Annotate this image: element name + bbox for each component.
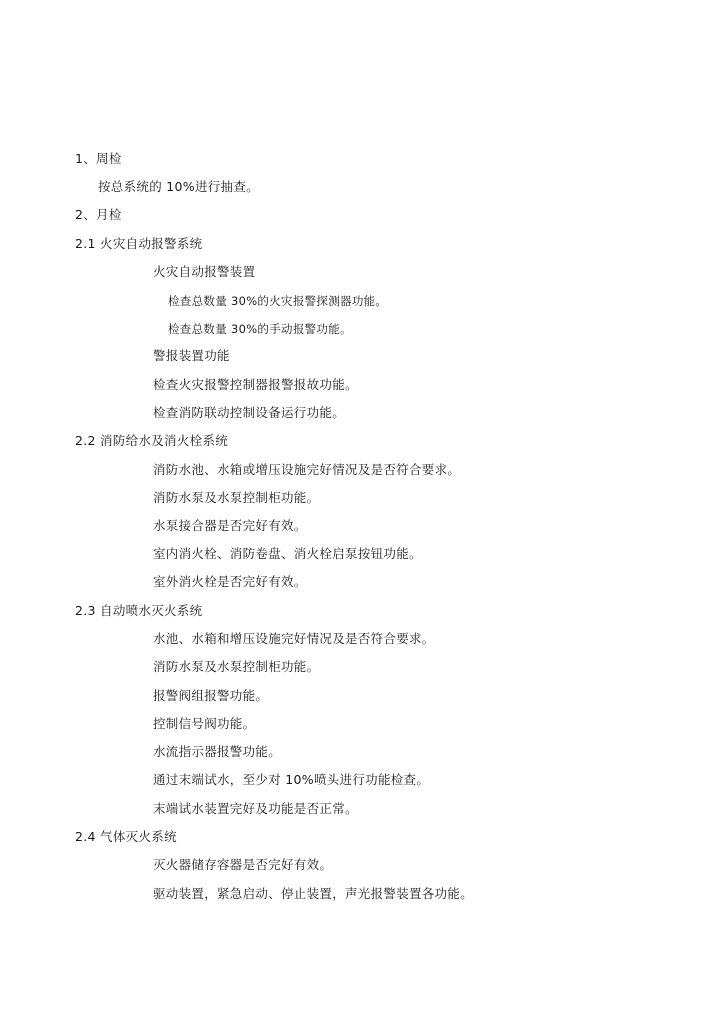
list-item: 消防水泵及水泵控制柜功能。 <box>153 490 320 505</box>
list-item: 消防水泵及水泵控制柜功能。 <box>153 659 320 674</box>
list-item: 水池、水箱和增压设施完好情况及是否符合要求。 <box>153 631 435 646</box>
list-item: 末端试水装置完好及功能是否正常。 <box>153 801 358 816</box>
section-2-4-heading: 2.4 气体灭火系统 <box>75 829 177 844</box>
section-1-body: 按总系统的 10%进行抽查。 <box>98 179 259 194</box>
list-item: 水流指示器报警功能。 <box>153 744 282 759</box>
section-2-1-heading: 2.1 火灾自动报警系统 <box>75 236 203 251</box>
alarm-device-title: 警报装置功能 <box>153 348 230 363</box>
list-item: 检查消防联动控制设备运行功能。 <box>153 405 346 420</box>
section-1-heading: 1、周检 <box>75 151 122 166</box>
list-item: 室内消火栓、消防卷盘、消火栓启泵按钮功能。 <box>153 546 422 561</box>
section-2-2-heading: 2.2 消防给水及消火栓系统 <box>75 433 229 448</box>
list-item: 通过末端试水，至少对 10%喷头进行功能检查。 <box>153 772 430 787</box>
list-item: 水泵接合器是否完好有效。 <box>153 518 307 533</box>
list-item: 报警阀组报警功能。 <box>153 688 269 703</box>
device-item: 检查总数量 30%的火灾报警探测器功能。 <box>168 294 388 308</box>
list-item: 消防水池、水箱或增压设施完好情况及是否符合要求。 <box>153 462 461 477</box>
section-2-3-heading: 2.3 自动喷水灭火系统 <box>75 603 203 618</box>
section-2-heading: 2、月检 <box>75 207 122 222</box>
device-item: 检查总数量 30%的手动报警功能。 <box>168 322 352 336</box>
list-item: 驱动装置，紧急启动、停止装置，声光报警装置各功能。 <box>153 886 474 901</box>
list-item: 检查火灾报警控制器报警报故功能。 <box>153 377 358 392</box>
list-item: 室外消火栓是否完好有效。 <box>153 574 307 589</box>
list-item: 控制信号阀功能。 <box>153 716 256 731</box>
fire-alarm-device-title: 火灾自动报警装置 <box>153 264 256 279</box>
list-item: 灭火器储存容器是否完好有效。 <box>153 857 333 872</box>
